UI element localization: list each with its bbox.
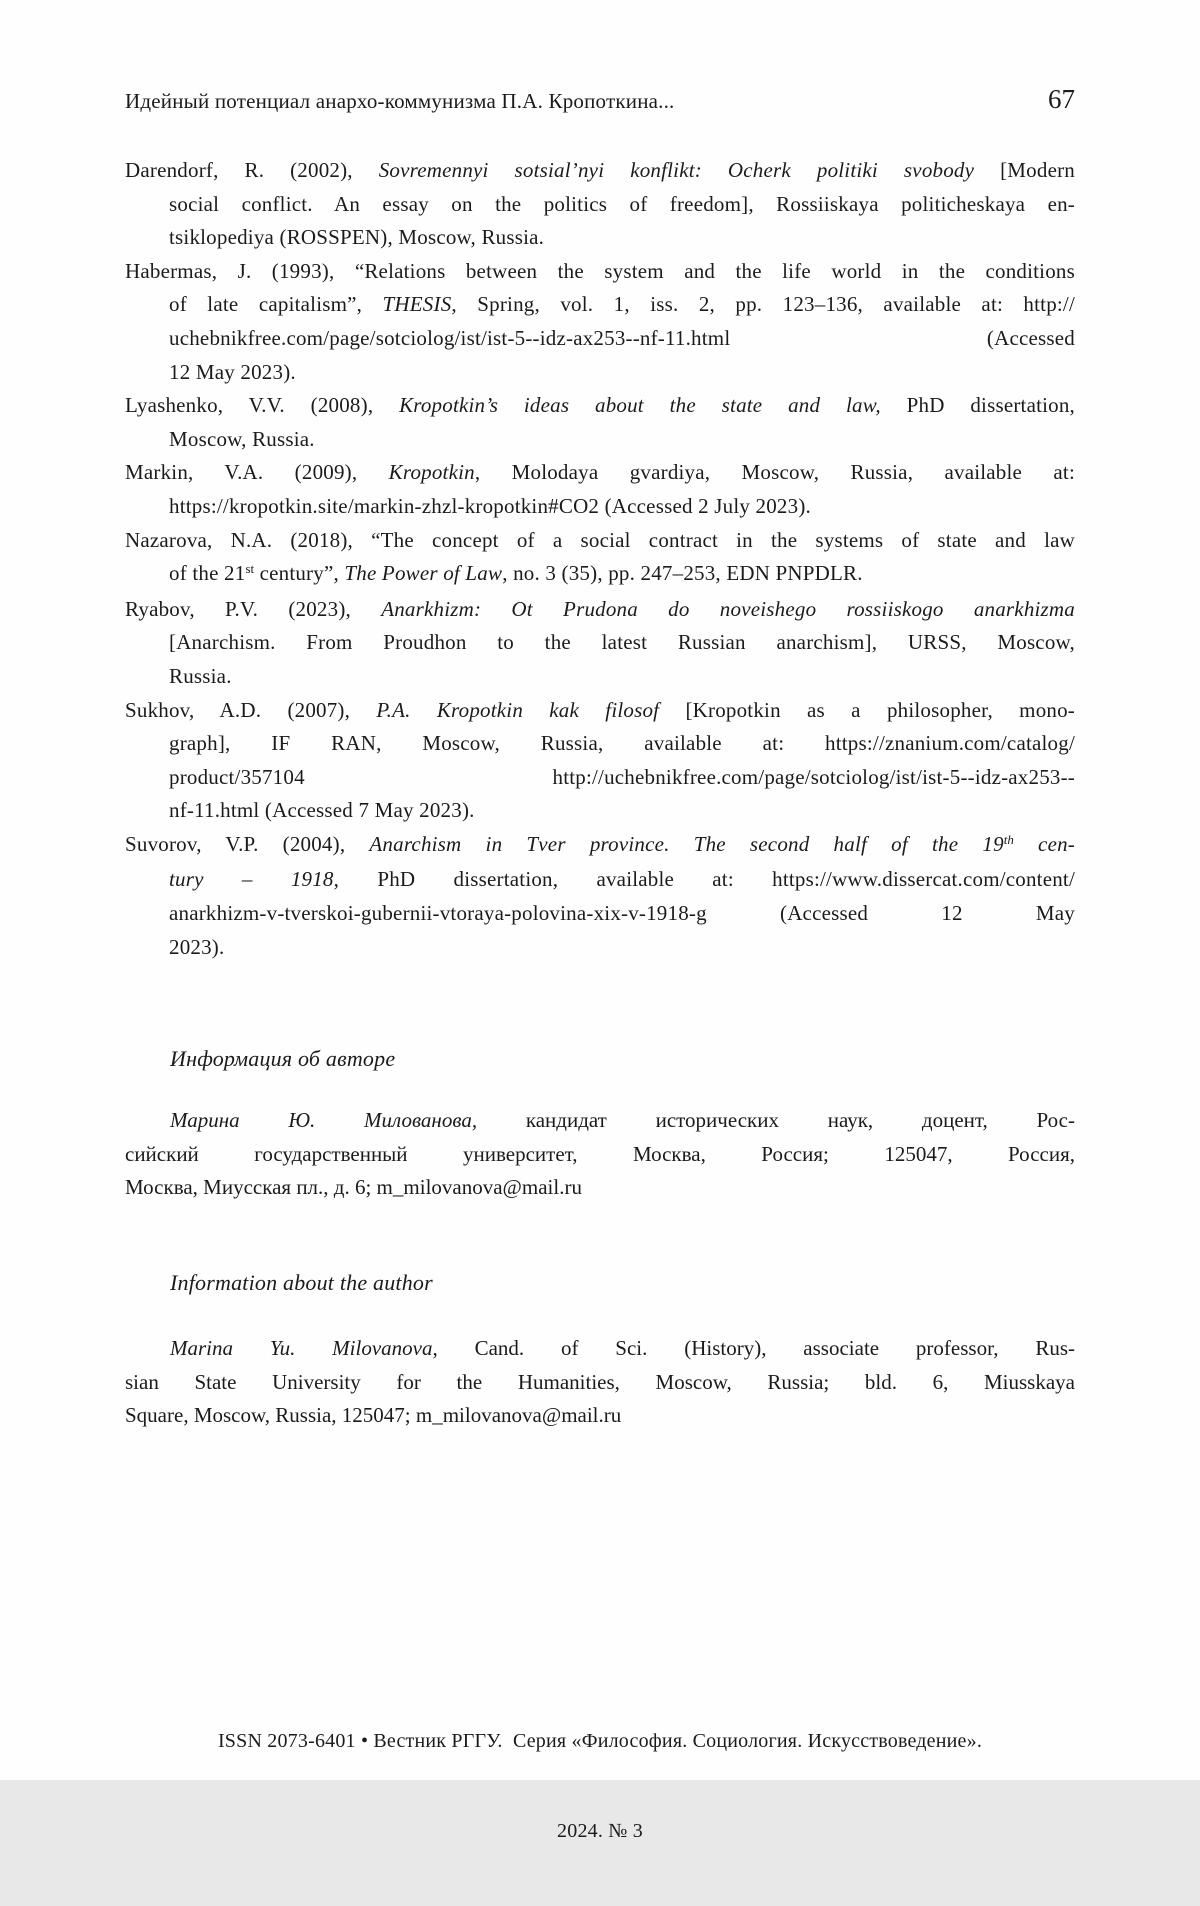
reference-entry xyxy=(125,593,1075,694)
text-line: uchebnikfree.com/page/sotciolog/ist/ist-5--idz-ax253--nf-11.html (Accessed xyxy=(169,325,1075,350)
reference-entry xyxy=(125,524,1075,593)
text-line: Москва, Миусская пл., д. 6; m_milovanova@mail.ru xyxy=(125,1175,582,1200)
reference-entry xyxy=(125,456,1075,523)
text-line: anarkhizm-v-tverskoi-gubernii-vtoraya-polovina-xix-v-1918-g (Accessed 12 May xyxy=(169,901,1075,926)
text-line: Sukhov, A.D. (2007), P.A. Kropotkin kak filosof [Kropotkin as a philosopher, mono- xyxy=(125,697,1075,722)
reference-entry xyxy=(125,154,1075,255)
text-line: tury – 1918, PhD dissertation, available at: https://www.dissercat.com/content/ xyxy=(169,867,1076,892)
author-info-paragraph-en xyxy=(125,1332,1075,1433)
page-footer xyxy=(0,1666,1200,1906)
footer-issue-line: 2024. № 3 xyxy=(557,1820,643,1842)
text-line: Suvorov, V.P. (2004), Anarchism in Tver province. The second half of the 19th cen- xyxy=(125,831,1075,856)
running-title: Идейный потенциал анархо-коммунизма П.А. Кропоткина... xyxy=(125,89,675,113)
text-line: Марина Ю. Милованова, кандидат исторических наук, доцент, Рос- xyxy=(170,1108,1076,1132)
text-line: social conflict. An essay on the politics of freedom], Rossiiskaya politicheskaya en- xyxy=(169,191,1075,216)
text-line: graph], IF RAN, Moscow, Russia, available at: https://znanium.com/catalog/ xyxy=(169,731,1075,756)
text-line: of late capitalism”, THESIS, Spring, vol. 1, iss. 2, pp. 123–136, available at: http:// xyxy=(169,292,1075,317)
text-line: Russia. xyxy=(169,663,232,688)
text-line: Markin, V.A. (2009), Kropotkin, Molodaya gvardiya, Moscow, Russia, available at: xyxy=(125,460,1075,485)
reference-entry xyxy=(125,694,1075,828)
text-line: nf-11.html (Accessed 7 May 2023). xyxy=(169,798,475,823)
reference-entry xyxy=(125,828,1075,964)
text-line: product/357104 http://uchebnikfree.com/page/sotciolog/ist/ist-5--idz-ax253-- xyxy=(169,764,1075,789)
text-line: Lyashenko, V.V. (2008), Kropotkin’s ideas about the state and law, PhD dissertation, xyxy=(125,393,1076,418)
author-info-paragraph-ru xyxy=(125,1104,1075,1205)
footer-journal-line: ISSN 2073-6401 • Вестник РГГУ. Серия «Философия. Социология. Искусствоведение». xyxy=(217,1730,983,1752)
text-line: https://kropotkin.site/markin-zhzl-kropotkin#CO2 (Accessed 2 July 2023). xyxy=(169,493,811,518)
text-line: 12 May 2023). xyxy=(169,359,296,384)
references-list xyxy=(125,154,1075,964)
page-number: 67 xyxy=(1048,84,1075,114)
author-info-heading-ru: Информация об авторе xyxy=(170,1046,396,1071)
text-line: Moscow, Russia. xyxy=(169,426,315,451)
reference-entry xyxy=(125,389,1075,456)
text-line: tsiklopediya (ROSSPEN), Moscow, Russia. xyxy=(169,225,545,250)
reference-entry xyxy=(125,255,1075,389)
text-line: [Anarchism. From Proudhon to the latest Russian anarchism], URSS, Moscow, xyxy=(169,630,1075,655)
author-info-heading-en: Information about the author xyxy=(170,1270,433,1295)
text-line: 2023). xyxy=(169,934,225,959)
text-line: Square, Moscow, Russia, 125047; m_milovanova@mail.ru xyxy=(125,1403,622,1428)
text-line: Marina Yu. Milovanova, Cand. of Sci. (History), associate professor, Rus- xyxy=(170,1336,1075,1360)
text-line: Habermas, J. (1993), “Relations between the system and the life world in the conditions xyxy=(125,258,1075,283)
text-line: Darendorf, R. (2002), Sovremennyi sotsial’nyi konflikt: Ocherk politiki svobody [Modern xyxy=(125,158,1075,182)
text-line: of the 21st century”, The Power of Law, no. 3 (35), pp. 247–253, EDN PNPDLR. xyxy=(169,561,863,586)
text-line: Ryabov, P.V. (2023), Anarkhizm: Ot Prudona do noveishego rossiiskogo anarkhizma xyxy=(125,596,1075,621)
text-line: сийский государственный университет, Москва, Россия; 125047, Россия, xyxy=(125,1141,1075,1166)
text-line: sian State University for the Humanities, Moscow, Russia; bld. 6, Miusskaya xyxy=(125,1369,1075,1394)
page-header xyxy=(125,84,1075,115)
text-line: Nazarova, N.A. (2018), “The concept of a social contract in the systems of state and law xyxy=(125,527,1075,552)
